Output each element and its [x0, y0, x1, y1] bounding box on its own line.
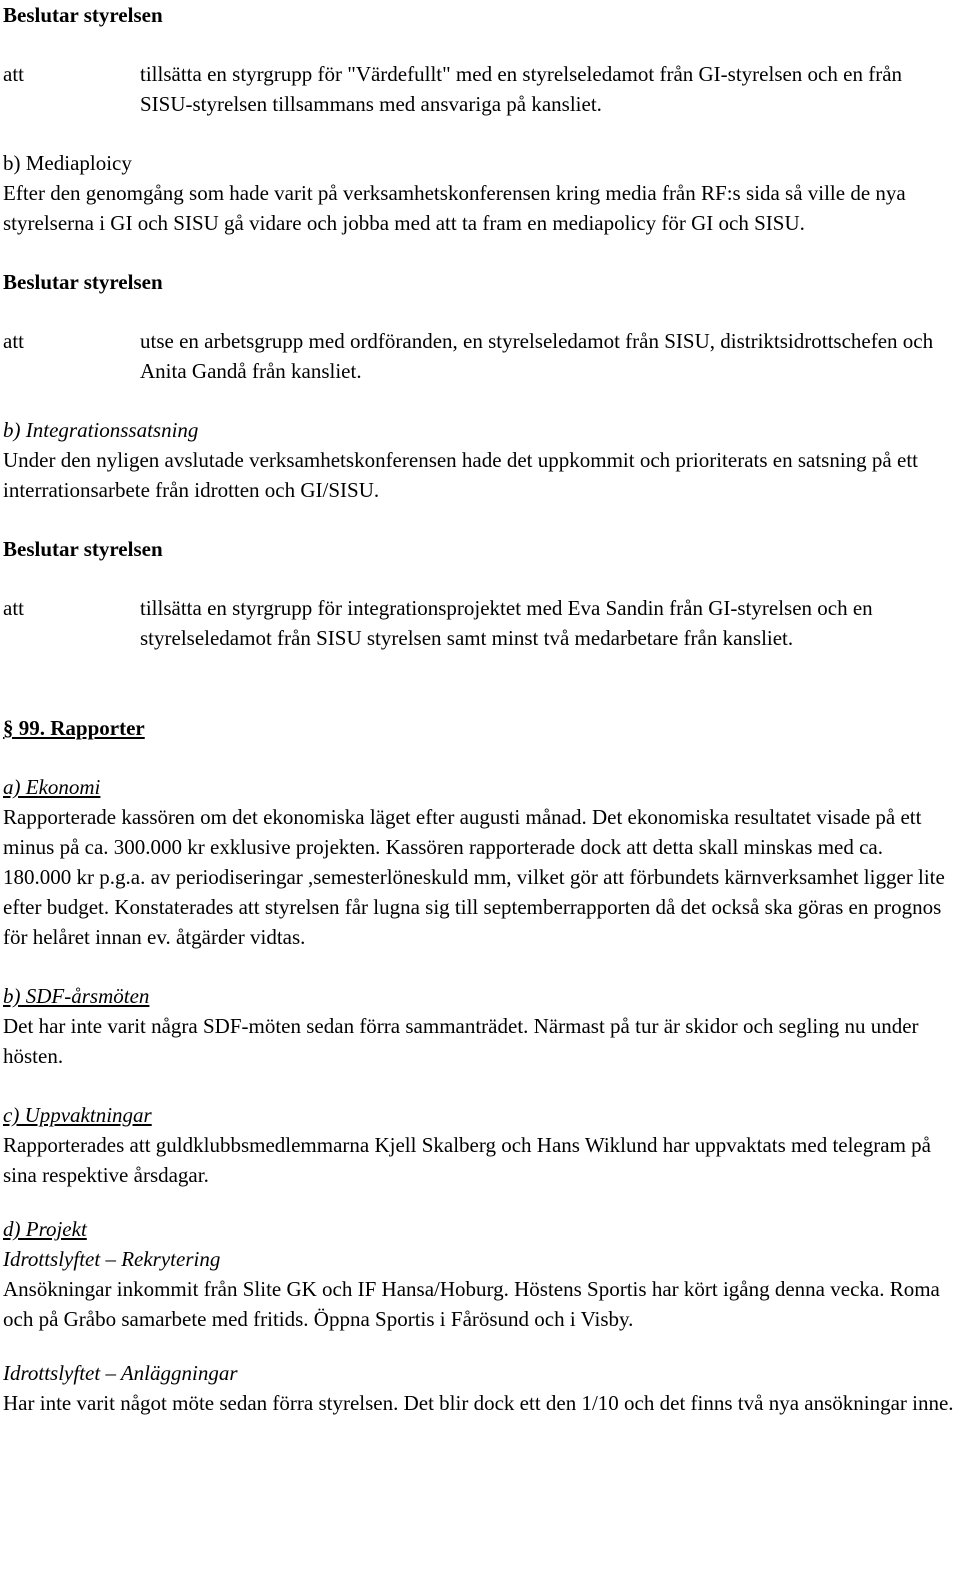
decision-label-2: att	[3, 329, 24, 353]
integration-title: b) Integrationssatsning	[3, 418, 199, 442]
uppvaktningar-title: c) Uppvaktningar	[3, 1103, 152, 1127]
anlaggningar-text: Har inte varit något möte sedan förra styrelsen. Det blir dock ett den 1/10 och det finns två nya ansökningar inne.	[3, 1391, 954, 1415]
mediapolicy-title: b) Mediaploicy	[3, 151, 132, 175]
decision-1	[3, 59, 954, 119]
sdf-text: Det har inte varit några SDF-möten sedan förra sammanträdet. Närmast på tur är skidor och segling nu under hösten.	[3, 1014, 919, 1068]
decision-heading-2: Beslutar styrelsen	[3, 270, 163, 294]
rekrytering-title: Idrottslyftet – Rekrytering	[3, 1247, 221, 1271]
decision-label-1: att	[3, 62, 24, 86]
decision-text-1: tillsätta en styrgrupp för "Värdefullt" med en styrelseledamot från GI-styrelsen och en från SISU-styrelsen tillsammans med ansvariga på kansliet.	[140, 62, 903, 116]
uppvaktningar-text: Rapporterades att guldklubbsmedlemmarna Kjell Skalberg och Hans Wiklund har uppvaktats med telegram på sina respektive årsdagar.	[3, 1133, 931, 1187]
decision-3	[3, 593, 954, 653]
decision-label-3: att	[3, 596, 24, 620]
section-title-rapporter: § 99. Rapporter	[3, 716, 145, 740]
projekt-title: d) Projekt	[3, 1217, 87, 1241]
ekonomi-text: Rapporterade kassören om det ekonomiska läget efter augusti månad. Det ekonomiska resultatet visade på ett minus på ca. 300.000 kr exklusive projekten. Kassören rapporterade dock att detta skall minskas med ca. 180.000 kr p.g.a. av periodiseringar ,semesterlöneskuld mm, vilket gör att förbundets kärnverksamhet ligger lite efter budget. Konstaterades att styrelsen får lugna sig till septemberrapporten då det också ska göras en prognos för helåret innan ev. åtgärder vidtas.	[3, 805, 945, 949]
decision-text-3: tillsätta en styrgrupp för integrationsprojektet med Eva Sandin från GI-styrelsen och en styrelseledamot från SISU styrelsen samt minst två medarbetare från kansliet.	[140, 596, 873, 650]
decision-heading-3: Beslutar styrelsen	[3, 537, 163, 561]
integration-text: Under den nyligen avslutade verksamhetskonferensen hade det uppkommit och prioriterats en satsning på ett interrationsarbete från idrotten och GI/SISU.	[3, 448, 918, 502]
ekonomi-title: a) Ekonomi	[3, 775, 101, 799]
decision-2	[3, 326, 954, 386]
sdf-title: b) SDF-årsmöten	[3, 984, 150, 1008]
anlaggningar-title: Idrottslyftet – Anläggningar	[3, 1361, 238, 1385]
decision-heading-1: Beslutar styrelsen	[3, 3, 163, 27]
decision-text-2: utse en arbetsgrupp med ordföranden, en styrelseledamot från SISU, distriktsidrottschefen och Anita Gandå från kansliet.	[140, 329, 934, 383]
rekrytering-text: Ansökningar inkommit från Slite GK och IF Hansa/Hoburg. Höstens Sportis har kört igång denna vecka. Roma och på Gråbo samarbete med fritids. Öppna Sportis i Fårösund och i Visby.	[3, 1277, 940, 1331]
mediapolicy-text: Efter den genomgång som hade varit på verksamhetskonferensen kring media från RF:s sida så ville de nya styrelserna i GI och SISU gå vidare och jobba med att ta fram en mediapolicy för GI och SISU.	[3, 181, 906, 235]
